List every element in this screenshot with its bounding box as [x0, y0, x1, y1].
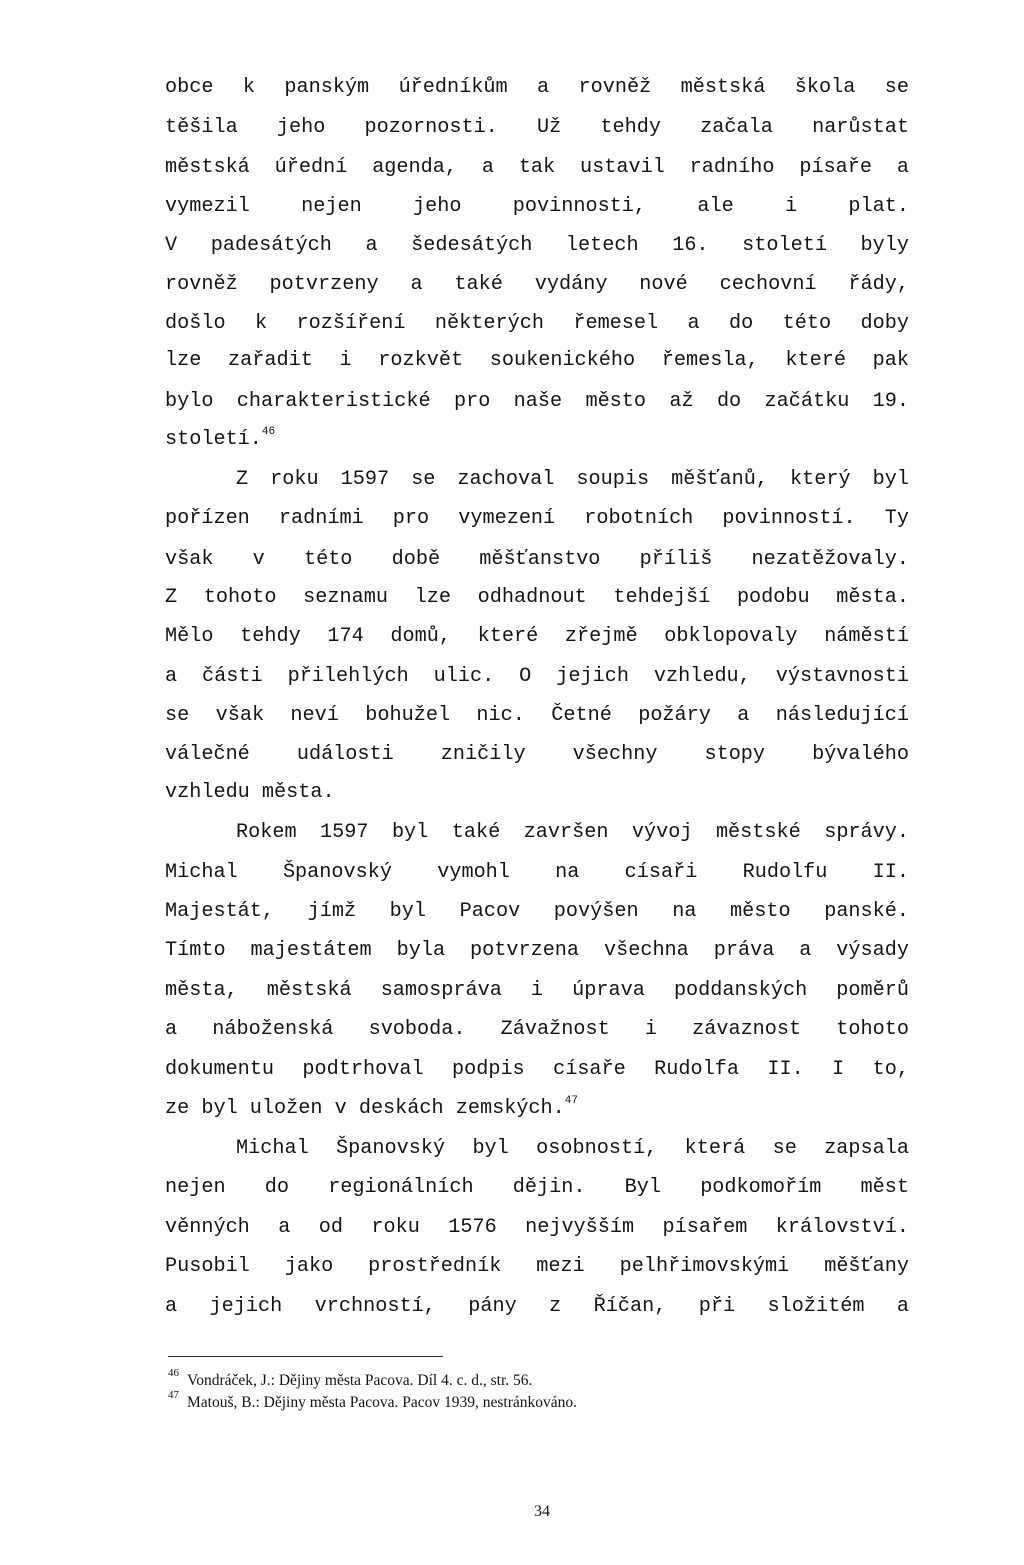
text-line: Mělo tehdy 174 domů, které zřejmě obklopovaly náměstí: [165, 625, 909, 648]
text-line: dokumentu podtrhoval podpis císaře Rudolfa II. I to,: [165, 1058, 909, 1081]
text-line-content: ze byl uložen v deskách zemských.: [165, 1097, 565, 1120]
text-line: Michal Španovský vymohl na císaři Rudolfu II.: [165, 861, 909, 884]
text-line: však v této době měšťanstvo příliš nezatěžovaly.: [165, 548, 909, 571]
footnote-number: 46: [168, 1367, 179, 1379]
text-line: vzhledu města.: [165, 781, 335, 804]
footnote-text: Matouš, B.: Dějiny města Pacova. Pacov 1939, nestránkováno.: [187, 1394, 578, 1411]
footnote: [168, 1367, 768, 1392]
text-line: Michal Španovský byl osobností, která se zapsala: [236, 1137, 909, 1160]
text-line: Rokem 1597 byl také završen vývoj městské správy.: [236, 821, 909, 844]
footnote-number: 47: [168, 1389, 179, 1401]
footnote-ref-46: 46: [261, 426, 276, 438]
text-line: [165, 1094, 909, 1124]
text-line: Pusobil jako prostředník mezi pelhřimovskými měšťany: [165, 1255, 909, 1278]
footnote-text: Vondráček, J.: Dějiny města Pacova. Díl 4. c. d., str. 56.: [187, 1372, 533, 1389]
text-line: města, městská samospráva i úprava poddanských poměrů: [165, 979, 909, 1002]
text-line: došlo k rozšíření některých řemesel a do této doby: [165, 312, 909, 335]
text-line: Majestát, jímž byl Pacov povýšen na město panské.: [165, 900, 909, 923]
text-line: nejen do regionálních dějin. Byl podkomořím měst: [165, 1176, 909, 1199]
text-line-content: století.: [165, 428, 262, 451]
text-line: vymezil nejen jeho povinnosti, ale i plat.: [165, 195, 909, 218]
text-line: V padesátých a šedesátých letech 16. století byly: [165, 234, 909, 257]
text-line: a jejich vrchností, pány z Říčan, při složitém a: [165, 1295, 909, 1318]
text-line: bylo charakteristické pro naše město až do začátku 19.: [165, 390, 909, 413]
text-line: Tímto majestátem byla potvrzena všechna práva a výsady: [165, 939, 909, 962]
text-line: Z tohoto seznamu lze odhadnout tehdejší podobu města.: [165, 586, 909, 609]
text-line: rovněž potvrzeny a také vydány nové cechovní řády,: [165, 273, 909, 296]
text-line: městská úřední agenda, a tak ustavil radního písaře a: [165, 156, 909, 179]
text-line: a náboženská svoboda. Závažnost i závaznost tohoto: [165, 1018, 909, 1041]
footnote-ref-47: 47: [564, 1095, 578, 1107]
page-number: 34: [534, 1503, 550, 1520]
text-line: lze zařadit i rozkvět soukenického řemesla, které pak: [165, 349, 909, 372]
text-line: válečné události zničily všechny stopy bývalého: [165, 743, 909, 766]
footnote: [168, 1389, 768, 1414]
text-line: se však neví bohužel nic. Četné požáry a následující: [165, 704, 909, 727]
footnote-divider: [168, 1356, 443, 1357]
text-line: věnných a od roku 1576 nejvyšším písařem království.: [165, 1216, 909, 1239]
text-line: pořízen radními pro vymezení robotních povinností. Ty: [165, 507, 909, 530]
text-line: Z roku 1597 se zachoval soupis měšťanů, který byl: [236, 468, 909, 491]
text-line: [165, 425, 909, 455]
text-line: obce k panským úředníkům a rovněž městská škola se: [165, 76, 909, 99]
text-line: a části přilehlých ulic. O jejich vzhledu, výstavnosti: [165, 665, 909, 688]
text-line: těšila jeho pozornosti. Už tehdy začala narůstat: [165, 116, 909, 139]
